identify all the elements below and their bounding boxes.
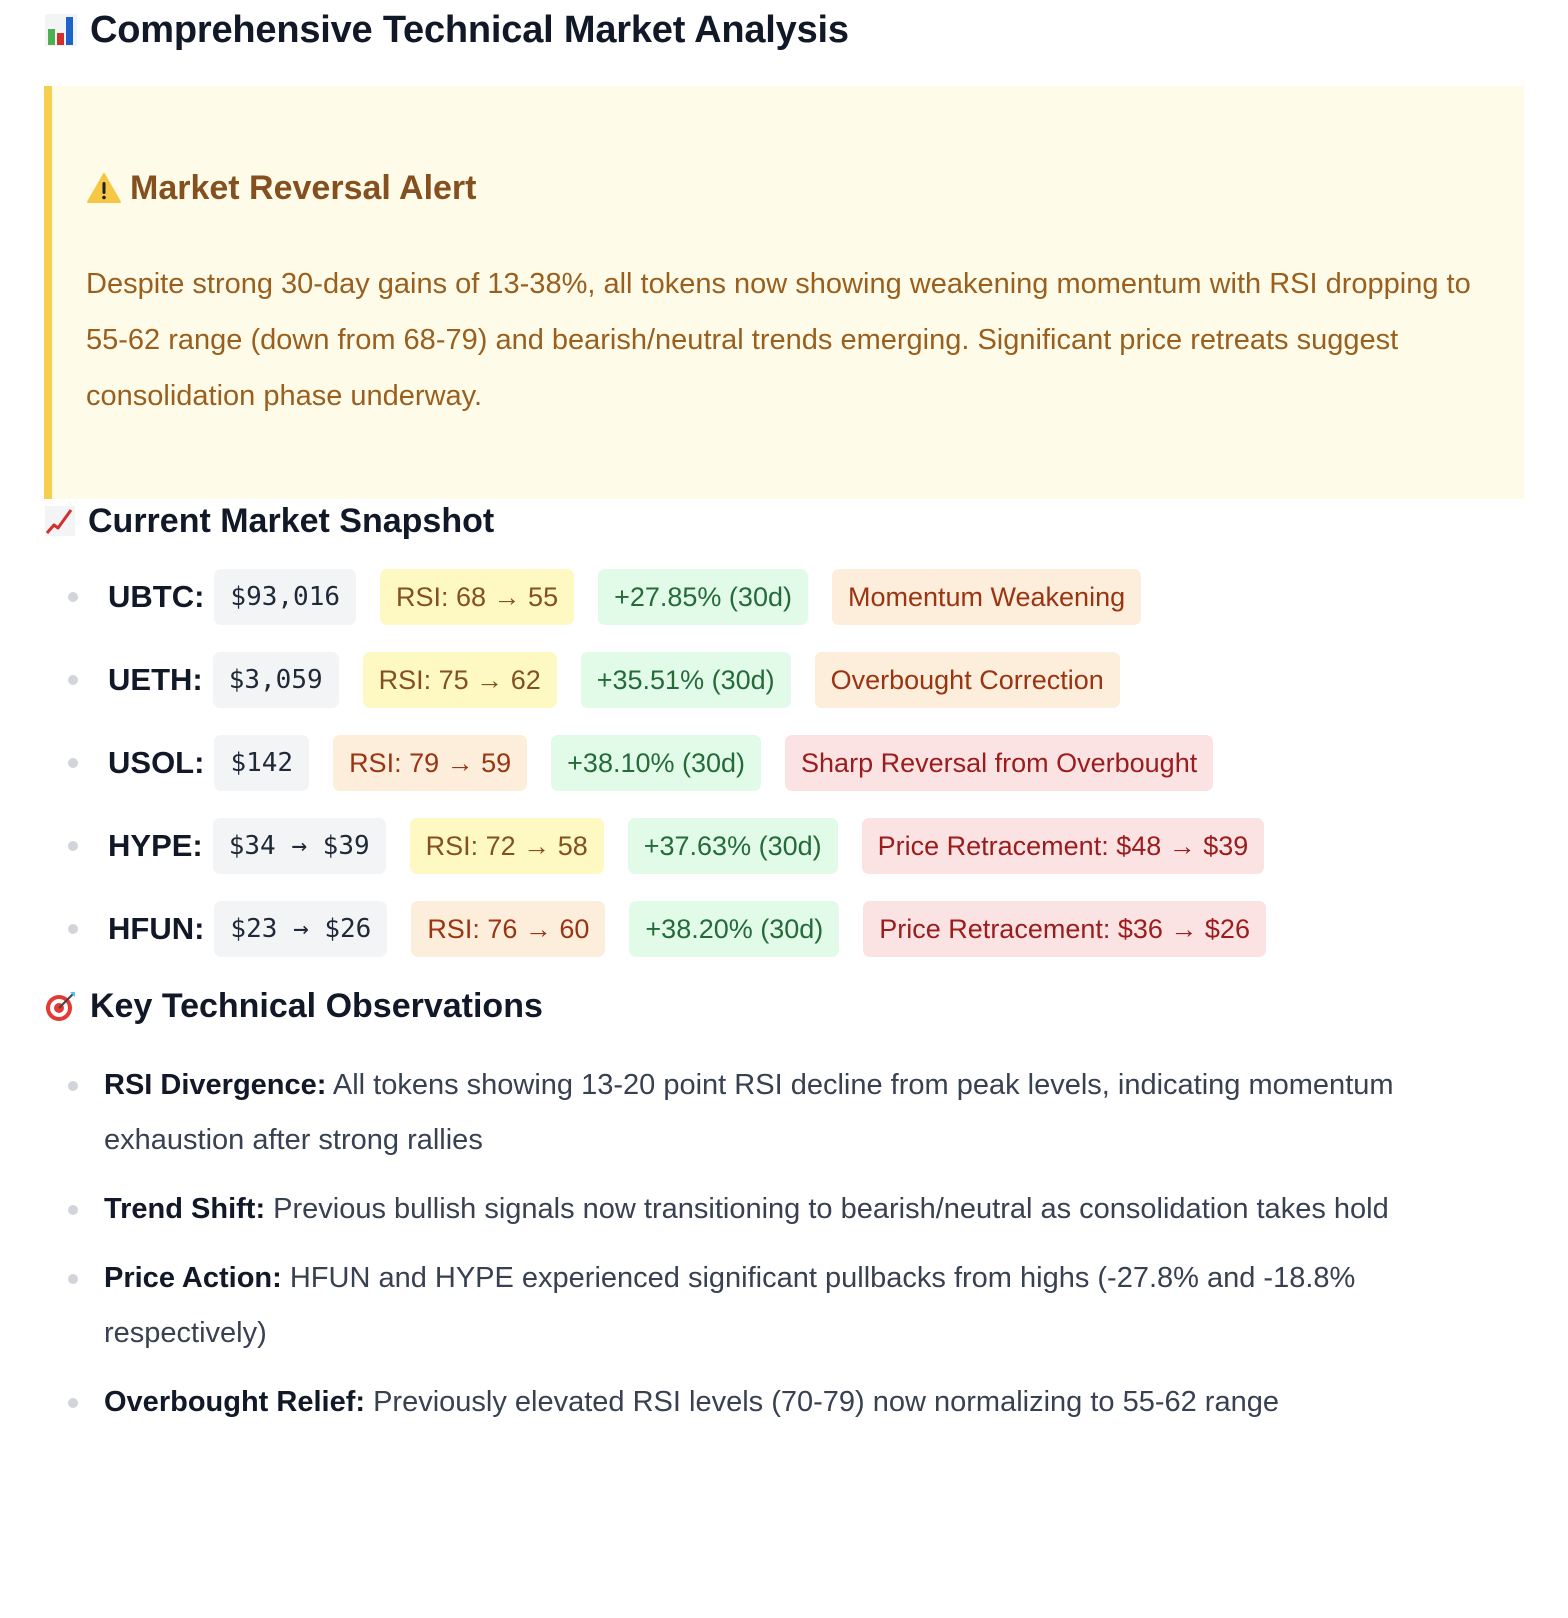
observation-item <box>44 1058 1524 1168</box>
token-symbol: UETH: <box>108 662 203 697</box>
observation-text: All tokens showing 13-20 point RSI decline from peak levels, indicating momentum exhaustion after strong rallies <box>104 1069 1394 1156</box>
rsi-chip: RSI: 75 → 62 <box>363 652 557 708</box>
page-title-text: Comprehensive Technical Market Analysis <box>90 8 849 51</box>
price-chip: $142 <box>214 735 309 791</box>
observation-label: Overbought Relief: <box>104 1386 366 1418</box>
snapshot-item-hfun <box>44 901 1524 957</box>
snapshot-title: Current Market Snapshot <box>88 501 495 540</box>
snapshot-item-ubtc <box>44 569 1524 625</box>
observation-item <box>44 1375 1524 1430</box>
rsi-chip: RSI: 72 → 58 <box>410 818 604 874</box>
warning-icon <box>86 172 122 204</box>
price-chip: $93,016 <box>214 569 356 625</box>
price-chip: $23 → $26 <box>214 901 387 957</box>
signal-chip: Price Retracement: $48 → $39 <box>862 818 1265 874</box>
token-symbol: USOL: <box>108 745 205 780</box>
rsi-chip: RSI: 79 → 59 <box>333 735 527 791</box>
observations-title: Key Technical Observations <box>90 986 543 1025</box>
bar-chart-icon <box>44 13 78 47</box>
observation-item <box>44 1251 1524 1361</box>
price-chip: $34 → $39 <box>213 818 386 874</box>
observations-list <box>44 1058 1524 1430</box>
snapshot-item-usol <box>44 735 1524 791</box>
alert-title-text: Market Reversal Alert <box>130 168 477 207</box>
rsi-chip: RSI: 76 → 60 <box>411 901 605 957</box>
observations-heading <box>44 984 1524 1028</box>
change-chip: +37.63% (30d) <box>628 818 838 874</box>
observation-text: HFUN and HYPE experienced significant pullbacks from highs (-27.8% and -18.8% respectively) <box>104 1262 1356 1349</box>
alert-title <box>86 166 1484 210</box>
page-title <box>44 0 1524 56</box>
snapshot-heading <box>44 499 1524 543</box>
change-chip: +35.51% (30d) <box>581 652 791 708</box>
signal-chip: Sharp Reversal from Overbought <box>785 735 1213 791</box>
observation-item <box>44 1182 1524 1237</box>
rsi-chip: RSI: 68 → 55 <box>380 569 574 625</box>
snapshot-item-hype <box>44 818 1524 874</box>
token-symbol: HFUN: <box>108 911 205 946</box>
observation-label: RSI Divergence: <box>104 1069 327 1101</box>
signal-chip: Overbought Correction <box>815 652 1120 708</box>
observation-text: Previous bullish signals now transitioning to bearish/neutral as consolidation takes hold <box>265 1193 1389 1225</box>
token-symbol: UBTC: <box>108 579 205 614</box>
change-chip: +38.20% (30d) <box>629 901 839 957</box>
chart-increasing-icon <box>44 505 76 537</box>
observation-label: Trend Shift: <box>104 1193 266 1225</box>
signal-chip: Price Retracement: $36 → $26 <box>863 901 1266 957</box>
observation-text: Previously elevated RSI levels (70-79) now normalizing to 55-62 range <box>365 1386 1279 1418</box>
alert-body: Despite strong 30-day gains of 13-38%, all tokens now showing weakening momentum with RSI dropping to 55-62 range (down from 68-79) and bearish/neutral trends emerging. Significant price retreats suggest consolidation phase underway. <box>86 268 1471 412</box>
snapshot-list <box>44 569 1524 957</box>
token-symbol: HYPE: <box>108 828 203 863</box>
price-chip: $3,059 <box>213 652 339 708</box>
change-chip: +38.10% (30d) <box>551 735 761 791</box>
reversal-alert <box>44 86 1524 499</box>
change-chip: +27.85% (30d) <box>598 569 808 625</box>
target-icon <box>44 989 78 1023</box>
observation-label: Price Action: <box>104 1262 282 1294</box>
signal-chip: Momentum Weakening <box>832 569 1141 625</box>
snapshot-item-ueth <box>44 652 1524 708</box>
